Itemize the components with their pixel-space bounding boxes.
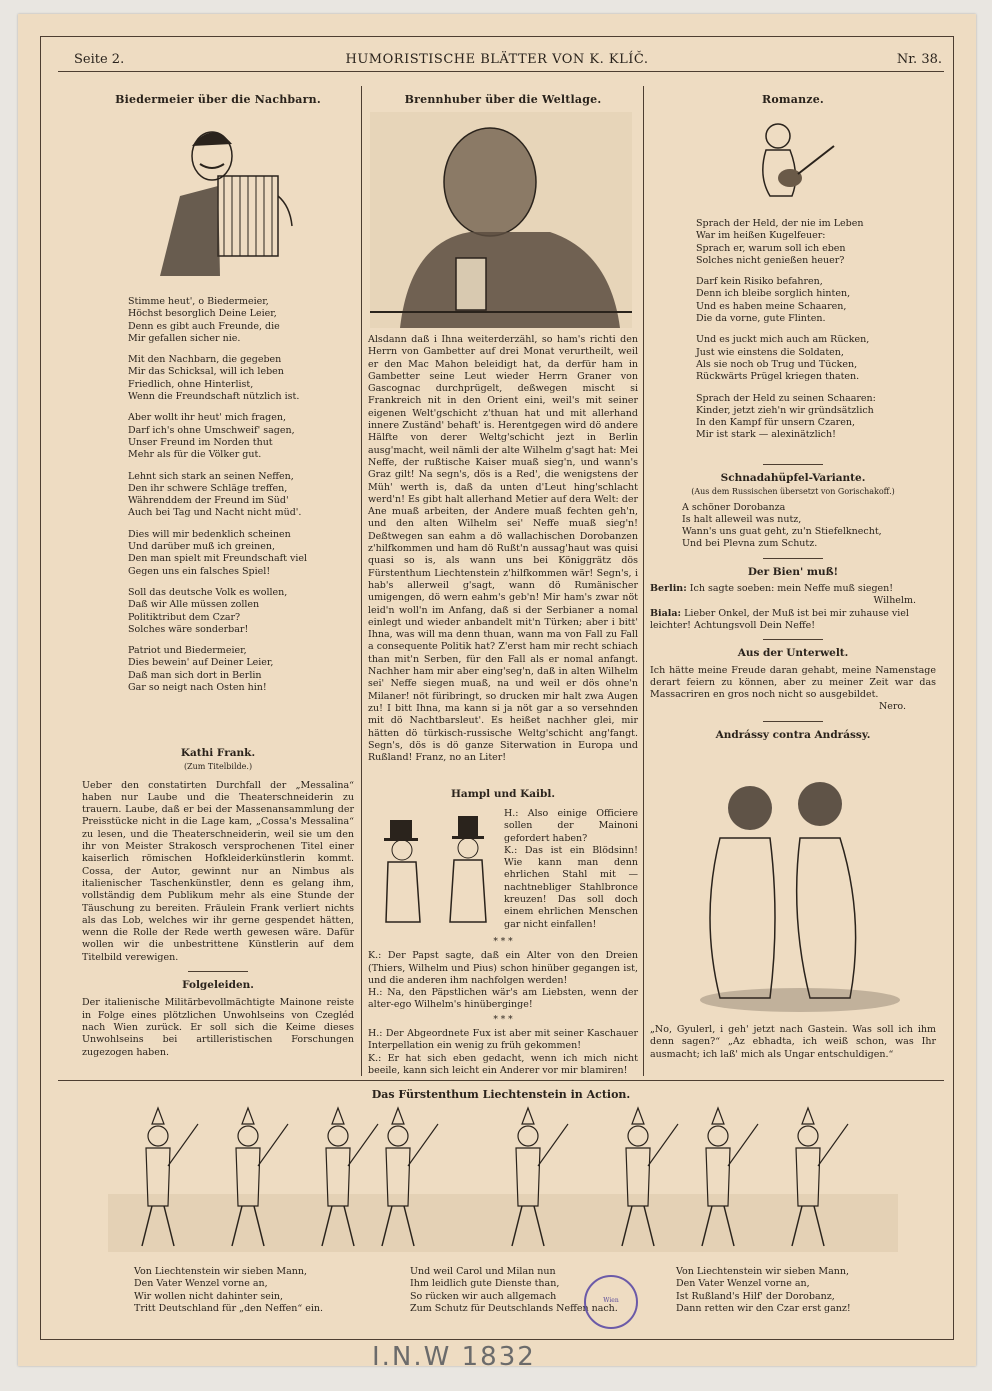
speaker-biala: Biala: bbox=[650, 607, 682, 619]
speaker-berlin: Berlin: bbox=[650, 583, 687, 595]
verse-line: Sprach der Held, der nie im Leben bbox=[696, 218, 864, 229]
dialog-line: K.: Er hat sich eben gedacht, wenn ich mich nicht beeile, kann sich leicht ein Anderer vor mir blamiren! bbox=[368, 1052, 638, 1076]
page-number: Seite 2. bbox=[74, 52, 125, 67]
hampl-kaibl-illustration bbox=[378, 812, 498, 942]
verse-line: Rückwärts Prügel kriegen thaten. bbox=[696, 371, 860, 383]
verse-line: Wenn die Freundschaft nützlich ist. bbox=[128, 391, 300, 403]
stanza bbox=[128, 587, 354, 636]
verse-line: Is halt alleweil was nutz, bbox=[682, 513, 802, 525]
article-title-brennhuber: Brennhuber über die Weltlage. bbox=[404, 93, 602, 106]
romanze-poem bbox=[696, 218, 936, 451]
hampl-dialog-2 bbox=[368, 934, 638, 1077]
verse-line: Ihm leidlich gute Dienste than, bbox=[410, 1278, 560, 1290]
verse-line: Politiktribut dem Czar? bbox=[128, 611, 241, 623]
verse-line: Währenddem der Freund im Süd' bbox=[128, 495, 289, 507]
verse-line: So rücken wir auch allgemach bbox=[410, 1290, 557, 1302]
schnada-verse bbox=[650, 502, 936, 551]
liechtenstein-march-illustration bbox=[108, 1106, 898, 1266]
page-header bbox=[52, 46, 942, 70]
verse-line: War im heißen Kugelfeuer: bbox=[696, 230, 826, 242]
dialog-line: H.: Na, den Päpstlichen wär's am Liebsten, wenn der alter-ego Wilhelm's hinüberginge! bbox=[368, 987, 638, 1011]
article-title-bien: Der Bien' muß! bbox=[747, 565, 839, 578]
dialog-line bbox=[650, 608, 936, 633]
dialog-line: K.: Der Papst sagte, daß ein Alter von den Dreien (Thiers, Wilhelm und Pius) schon hinüber gegangen ist, und die anderen ihm nachfolgen werden! bbox=[368, 950, 638, 986]
verse-line: Mir das Schicksal, will ich leben bbox=[128, 366, 284, 378]
verse-line: Dann retten wir den Czar erst ganz! bbox=[676, 1302, 851, 1314]
brennhuber-article bbox=[368, 334, 638, 764]
verse-line: Wir wollen nicht dahinter sein, bbox=[134, 1290, 284, 1302]
dialog-line bbox=[650, 583, 936, 595]
signature: Nero. bbox=[878, 701, 906, 713]
divider bbox=[188, 971, 248, 972]
article-title-romanze: Romanze. bbox=[762, 93, 824, 106]
verse-line: Soll das deutsche Volk es wollen, bbox=[128, 586, 288, 598]
verse-line: Tritt Deutschland für „den Neffen“ ein. bbox=[134, 1302, 324, 1314]
stanza bbox=[128, 529, 354, 578]
verse-line: Mir ist stark — alexinätzlich! bbox=[696, 429, 836, 441]
schnada-article bbox=[650, 464, 936, 741]
verse-line: Darf kein Risiko befahren, bbox=[696, 276, 823, 288]
verse-line: Mehr als für die Völker gut. bbox=[128, 449, 262, 461]
bien-dialog bbox=[650, 583, 936, 632]
stanza bbox=[128, 645, 354, 694]
stamp-text: Wien bbox=[603, 1297, 619, 1304]
verse-line: Und bei Plevna zum Schutz. bbox=[682, 538, 818, 550]
stanza bbox=[128, 412, 354, 461]
verse-line: Von Liechtenstein wir sieben Mann, bbox=[134, 1266, 308, 1277]
biedermeier-poem bbox=[128, 296, 354, 703]
stanza bbox=[696, 218, 936, 267]
stanza bbox=[128, 296, 354, 345]
article-body: Ich hätte meine Freude daran gehabt, meine Namenstage derart feiern zu können, aber zu meiner Zeit war das Massacriren en gros noch nicht so ausgebildet. bbox=[650, 664, 936, 701]
verse-line: Ist Rußland's Hilf' der Dorobanz, bbox=[676, 1290, 835, 1302]
verse-line: Solches wäre sonderbar! bbox=[128, 623, 249, 635]
verse-line: Denn es gibt auch Freunde, die bbox=[128, 320, 280, 332]
column-3 bbox=[650, 94, 936, 106]
hampl-kaibl-article bbox=[368, 788, 638, 800]
verse-line: Daß man sich dort in Berlin bbox=[128, 669, 262, 681]
verse-line: Aber wollt ihr heut' mich fragen, bbox=[128, 412, 286, 424]
andrassy-illustration bbox=[680, 768, 910, 1018]
verse-line: Just wie einstens die Soldaten, bbox=[696, 346, 844, 358]
stanza bbox=[696, 334, 936, 383]
stanza bbox=[128, 471, 354, 520]
verse-line: In den Kampf für unsern Czaren, bbox=[696, 417, 855, 429]
verse-line: Patriot und Biedermeier, bbox=[128, 645, 247, 657]
verse-line: Und es haben meine Schaaren, bbox=[696, 300, 847, 312]
verse-line: Dies will mir bedenklich scheinen bbox=[128, 528, 291, 540]
verse-line: Stimme heut', o Biedermeier, bbox=[128, 296, 269, 307]
article-body: Ueber den constatirten Durchfall der „Messalina“ haben nur Laube und die Theaterschneiderin zu trauern. Laube, daß er bei der Massenansammlung der Preisstücke nicht in die Lage kam, „Cossa's Messalina“ zu lesen, und die Theaterschneiderin, weil sie um den ihr von Meister Strakosch versprochenen Titel einer kaiserlich römischen Hofkleiderkünstlerin kommt. Cossa, der Autor, gewinnt nur an Nimbus als italienischer Taschenkünstler, denn es gelang ihm, vollständig dem Publikum mehr als eine Stunde der Täuschung zu bereiten. Fräulein Frank verliert nichts als das Lob, welches wir ihr gerne gespendet hätten, wenn die Rolle der Rede werth gewesen wäre. Dafür wollen wir die unbestrittene Künstlerin auf dem Titelbild verewigen. bbox=[82, 779, 354, 963]
article-subtitle: (Aus dem Russischen übersetzt von Gorischakoff.) bbox=[691, 487, 895, 497]
caption-text: „No, Gyulerl, i geh' jetzt nach Gastein. Was soll ich ihm denn sagen?“ „Az ebhadta, ich weiß schon, was Ihr ausmacht; ich laß' mich als Ungar entschuldigen.“ bbox=[650, 1024, 936, 1060]
verse-line: Dies bewein' auf Deiner Leier, bbox=[128, 657, 274, 669]
dialog-text: Ich sagte soeben: mein Neffe muß siegen! bbox=[689, 583, 894, 595]
verse-line: Darf ich's ohne Umschweif' sagen, bbox=[128, 424, 295, 436]
verse-line: Als sie noch ob Trug und Tücken, bbox=[696, 358, 858, 370]
article-title-folgeleiden: Folgeleiden. bbox=[182, 979, 254, 992]
dialog-line: H.: Der Abgeordnete Fux ist aber mit seiner Kaschauer Interpellation ein wenig zu früh gekommen! bbox=[368, 1028, 638, 1052]
column-2 bbox=[368, 94, 638, 106]
verse-line: Wann's uns guat geht, zu'n Stiefelknecht, bbox=[682, 526, 882, 538]
article-title-unterwelt: Aus der Unterwelt. bbox=[737, 647, 849, 660]
cherub-guitar-illustration bbox=[748, 116, 838, 212]
divider bbox=[763, 721, 823, 722]
verse-line: Sprach der Held zu seinen Schaaren: bbox=[696, 392, 876, 404]
march-verse-right bbox=[676, 1266, 938, 1315]
verse-line: Solches nicht genießen heuer? bbox=[696, 254, 845, 266]
column-divider-2 bbox=[643, 86, 644, 1076]
library-stamp bbox=[584, 1275, 638, 1329]
divider bbox=[763, 558, 823, 559]
verse-line: Den man spielt mit Freundschaft viel bbox=[128, 553, 308, 565]
article-body: Der italienische Militärbevollmächtigte Mainone reiste in Folge eines plötzlichen Unwohlseins von Czegléd nach Wien zurück. Er soll sich die Keime dieses Unwohlseins bei artilleristischen Forschungen zugezogen haben. bbox=[82, 997, 354, 1058]
verse-line: Höchst besorglich Deine Leier, bbox=[128, 308, 277, 320]
verse-line: Von Liechtenstein wir sieben Mann, bbox=[676, 1266, 850, 1277]
verse-line: Friedlich, ohne Hinterlist, bbox=[128, 378, 254, 390]
bottom-section-rule bbox=[58, 1080, 944, 1081]
verse-line: Und es juckt mich auch am Rücken, bbox=[696, 334, 870, 346]
separator-stars: * * * bbox=[493, 1014, 513, 1025]
verse-line: Gegen uns ein falsches Spiel! bbox=[128, 565, 271, 577]
march-verse-left bbox=[134, 1266, 384, 1315]
verse-line: Den Vater Wenzel vorne an, bbox=[676, 1278, 810, 1290]
divider bbox=[763, 639, 823, 640]
issue-number: Nr. 38. bbox=[896, 52, 942, 67]
signature: Dein Neffe! bbox=[759, 619, 816, 631]
stanza bbox=[696, 393, 936, 442]
signature: Wilhelm. bbox=[873, 595, 916, 607]
verse-line: Den ihr schwere Schläge treffen, bbox=[128, 482, 288, 494]
verse-line: Zum Schutz für Deutschlands Neffen nach. bbox=[410, 1302, 618, 1314]
article-title-hampl: Hampl und Kaibl. bbox=[451, 788, 555, 800]
verse-line: Sprach er, warum soll ich eben bbox=[696, 242, 846, 254]
header-rule bbox=[58, 71, 944, 72]
verse-line: Unser Freund im Norden thut bbox=[128, 436, 273, 448]
masthead: HUMORISTISCHE BLÄTTER VON K. KLÍČ. bbox=[345, 52, 649, 67]
article-title-kathi: Kathi Frank. bbox=[180, 747, 256, 759]
verse-line: Den Vater Wenzel vorne an, bbox=[134, 1278, 268, 1290]
biedermeier-illustration bbox=[140, 116, 296, 286]
article-title-andrassy: Andrássy contra Andrássy. bbox=[715, 728, 871, 741]
article-title-biedermeier: Biedermeier über die Nachbarn. bbox=[115, 93, 321, 106]
verse-line: Gar so neigt nach Osten hin! bbox=[128, 682, 267, 694]
article-title-schnada: Schnadahüpfel-Variante. bbox=[720, 472, 866, 484]
stanza bbox=[696, 276, 936, 325]
stanza bbox=[128, 354, 354, 403]
brennhuber-illustration bbox=[370, 112, 632, 328]
andrassy-caption bbox=[650, 1024, 936, 1061]
verse-line: Mir gefallen sicher nie. bbox=[128, 332, 241, 344]
divider bbox=[763, 464, 823, 465]
verse-line: A schöner Dorobanza bbox=[682, 501, 786, 513]
dialog-line: H.: Also einige Officiere sollen der Mainoni gefordert haben? bbox=[504, 808, 638, 844]
column-divider-1 bbox=[361, 86, 362, 1076]
verse-line: Auch bei Tag und Nacht nicht müd'. bbox=[128, 507, 302, 519]
separator-stars: * * * bbox=[493, 937, 513, 947]
hampl-dialog-1 bbox=[504, 808, 638, 931]
verse-line: Und weil Carol und Milan nun bbox=[410, 1266, 556, 1277]
article-body: Alsdann daß i Ihna weiterderzähl, so ham's richti den Herrn von Gambetter auf drei Monat verurtheilt, weil er den Mac Mahon beleidigt hat, da derfür ham in Gambetter seine Leut wieder Herrn Graner von Gascognac durchprügelt, deßwegen mischt si Frankreich nit in den Orient eini, weil's mit seiner eigenen Welt'gschicht z'thuan hat und mit allerhand innere Zuständ' behaft' is. Herentgegen wird dö andere Hälfte von derer Weltg'schicht jezt in Berlin ausg'macht, weil nämli der alte Wilhelm g'sagt hat: Mei Neffe, der rußtische Kaiser muaß sieg'n, und wann's Graz gilt! Na segn's, dös is a Red', die wenigstens der Müh' werth is, daß da unten d'Leut hing'schlacht werd'n! Es gibt halt allerhand Metier auf dera Welt: der Ane muaß arbeiten, der Andere muaß fechten geh'n, und den alten Wilhelm sei' Neffe muaß sieg'n! Deßtwegen san eahm a dö wallachischen Dorobanzen z'hilfkommen und ham dö Rußt'n aussag'haut was quisi quasi so is, als wann uns bei Königgrätz dös Fürstenthum Liechtenstein z'hilfkommen wär! Segn's, i hab's allerweil g'sagt, wann dö Rumänischer umigengen, dö wern eahm's geb'n! Mir ham's zwar nöt leid'n woll'n im Anfang, daß si der Serbianer a nomal einlegt und wieder anbandelt mit'n Türken; aber i bitt' Ihna, was will ma denn thuan, wann ma von Fall zu Fall a consequente Politik hat? Z'erst ham mir recht schiach than mit'n Serben, für den Fall als er nomal anfangt. Nachher ham mir aber eing'seg'n, daß in alten Wilhelm sei' Neffe siegen muaß, na und weil er dös ohne'n Milaner! nöt füribringt, so drucken mir halt zwa Augen zu! I bitt Ihna, ma kann si ja nöt gar a so versehnden mit dö Nachtbarsleut'. Es heißet nachher glei, mir hätten dö türkisch-russische Weltg'schicht ang'fangt. Segn's, dös is dö ganze Siterwation in Europa und Rußland! Franz, no an Liter! bbox=[368, 334, 638, 764]
article-subtitle: (Zum Titelbilde.) bbox=[183, 762, 253, 772]
inventory-number: I.N.W 1832 bbox=[372, 1342, 536, 1372]
dialog-text: Lieber Onkel, der Muß ist bei mir zuhause viel leichter! Achtungsvoll bbox=[650, 607, 909, 631]
verse-line: Mit den Nachbarn, die gegeben bbox=[128, 354, 282, 366]
dialog-line: K.: Das ist ein Blödsinn! Wie kann man denn ehrlichen Stahl mit — nachtnebliger Stahlbronce kreuzen! Das soll doch einem ehrlichen Menschen gar nicht einfallen! bbox=[504, 844, 638, 930]
bottom-title: Das Fürstenthum Liechtenstein in Action. bbox=[371, 1088, 631, 1101]
verse-line: Denn ich bleibe sorglich hinten, bbox=[696, 288, 851, 300]
kathi-frank-article bbox=[82, 747, 354, 1059]
verse-line: Daß wir Alle müssen zollen bbox=[128, 599, 260, 611]
verse-line: Lehnt sich stark an seinen Neffen, bbox=[128, 470, 294, 482]
verse-line: Und darüber muß ich greinen, bbox=[128, 541, 276, 553]
verse-line: Kinder, jetzt zieh'n wir gründsätzlich bbox=[696, 404, 874, 416]
verse-line: Die da vorne, gute Flinten. bbox=[696, 313, 826, 325]
column-1 bbox=[82, 94, 354, 106]
